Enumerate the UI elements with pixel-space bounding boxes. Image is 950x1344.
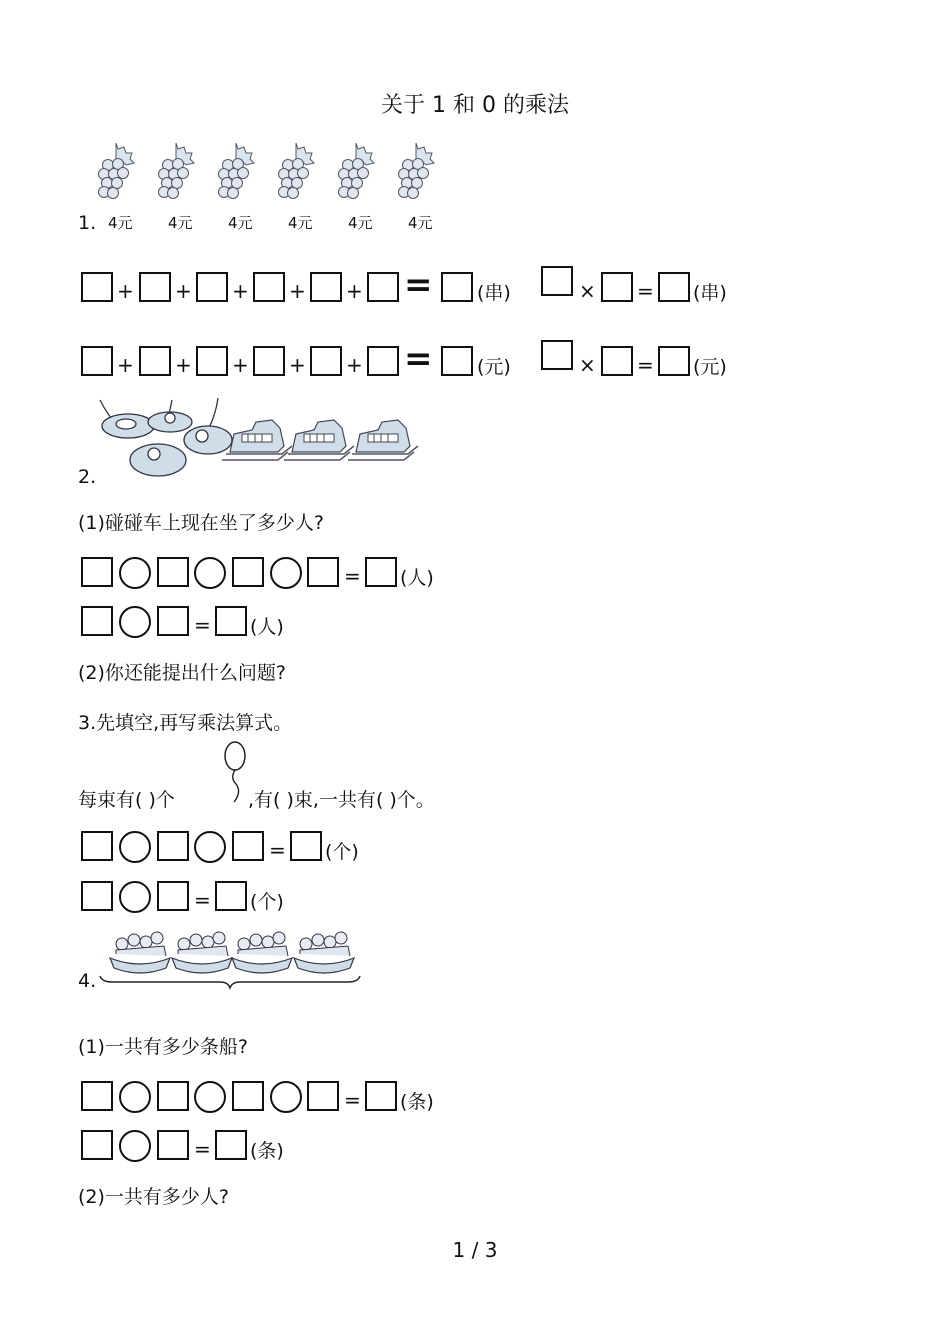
equals-sign: = xyxy=(404,265,433,305)
equals-sign: = xyxy=(194,613,211,637)
balloon-icon xyxy=(222,740,248,806)
question-4-number: 4. xyxy=(78,970,97,992)
grape-icon xyxy=(98,143,148,205)
plus-sign: + xyxy=(117,279,134,303)
operator-circle[interactable] xyxy=(119,557,151,589)
question-2-sub-1: (1)碰碰车上现在坐了多少人? xyxy=(78,512,324,534)
answer-box[interactable] xyxy=(81,1081,113,1111)
answer-box[interactable] xyxy=(81,346,113,376)
plus-sign: + xyxy=(232,353,249,377)
answer-box[interactable] xyxy=(157,606,189,636)
equals-sign: = xyxy=(344,564,361,588)
unit-label: (人) xyxy=(400,567,434,589)
answer-box[interactable] xyxy=(157,1130,189,1160)
grape-price: 4元 xyxy=(228,214,253,232)
operator-circle[interactable] xyxy=(119,1081,151,1113)
answer-box[interactable] xyxy=(157,881,189,911)
operator-circle[interactable] xyxy=(270,1081,302,1113)
answer-box[interactable] xyxy=(157,831,189,861)
question-1-number: 1. xyxy=(78,212,97,234)
answer-box[interactable] xyxy=(310,346,342,376)
answer-box[interactable] xyxy=(232,557,264,587)
unit-label: (元) xyxy=(693,356,727,378)
answer-box[interactable] xyxy=(367,346,399,376)
unit-label: (串) xyxy=(477,282,511,304)
plus-sign: + xyxy=(346,353,363,377)
plus-sign: + xyxy=(289,353,306,377)
answer-box[interactable] xyxy=(253,346,285,376)
answer-box[interactable] xyxy=(307,1081,339,1111)
unit-label: (元) xyxy=(477,356,511,378)
plus-sign: + xyxy=(175,353,192,377)
times-sign: × xyxy=(579,353,596,377)
answer-box[interactable] xyxy=(81,557,113,587)
operator-circle[interactable] xyxy=(119,881,151,913)
unit-label: (人) xyxy=(250,616,284,638)
answer-box[interactable] xyxy=(658,346,690,376)
answer-box[interactable] xyxy=(253,272,285,302)
unit-label: (条) xyxy=(400,1091,434,1113)
answer-box[interactable] xyxy=(81,272,113,302)
grape-price: 4元 xyxy=(348,214,373,232)
unit-label: (条) xyxy=(250,1140,284,1162)
answer-box[interactable] xyxy=(157,1081,189,1111)
answer-box[interactable] xyxy=(601,346,633,376)
question-4-sub-1: (1)一共有多少条船? xyxy=(78,1036,248,1058)
times-sign: × xyxy=(579,279,596,303)
answer-box[interactable] xyxy=(215,1130,247,1160)
question-2-number: 2. xyxy=(78,466,97,488)
equals-sign: = xyxy=(194,1137,211,1161)
question-3-heading: 3.先填空,再写乘法算式。 xyxy=(78,712,293,734)
operator-circle[interactable] xyxy=(194,1081,226,1113)
bumper-cars-and-sleds-illustration xyxy=(98,396,428,484)
page-title: 关于 1 和 0 的乘法 xyxy=(381,93,569,118)
answer-box[interactable] xyxy=(601,272,633,302)
plus-sign: + xyxy=(346,279,363,303)
answer-box[interactable] xyxy=(541,266,573,296)
grape-price: 4元 xyxy=(288,214,313,232)
answer-box[interactable] xyxy=(367,272,399,302)
question-2-sub-2: (2)你还能提出什么问题? xyxy=(78,662,286,684)
answer-box[interactable] xyxy=(81,831,113,861)
plus-sign: + xyxy=(175,279,192,303)
grape-icon xyxy=(398,143,448,205)
answer-box[interactable] xyxy=(365,557,397,587)
equals-sign: = xyxy=(194,888,211,912)
page-number: 1 / 3 xyxy=(452,1238,498,1262)
answer-box[interactable] xyxy=(232,1081,264,1111)
grape-price: 4元 xyxy=(168,214,193,232)
unit-label: (个) xyxy=(325,841,359,863)
operator-circle[interactable] xyxy=(119,831,151,863)
equals-sign: = xyxy=(637,279,654,303)
operator-circle[interactable] xyxy=(194,557,226,589)
answer-box[interactable] xyxy=(658,272,690,302)
answer-box[interactable] xyxy=(81,1130,113,1160)
answer-box[interactable] xyxy=(232,831,264,861)
answer-box[interactable] xyxy=(290,831,322,861)
plus-sign: + xyxy=(117,353,134,377)
plus-sign: + xyxy=(232,279,249,303)
answer-box[interactable] xyxy=(157,557,189,587)
operator-circle[interactable] xyxy=(270,557,302,589)
boats-illustration xyxy=(98,924,364,990)
answer-box[interactable] xyxy=(365,1081,397,1111)
operator-circle[interactable] xyxy=(194,831,226,863)
answer-box[interactable] xyxy=(139,272,171,302)
grape-price: 4元 xyxy=(408,214,433,232)
answer-box[interactable] xyxy=(81,881,113,911)
grape-icon xyxy=(278,143,328,205)
plus-sign: + xyxy=(289,279,306,303)
equals-sign: = xyxy=(269,838,286,862)
equals-sign: = xyxy=(637,353,654,377)
unit-label: (串) xyxy=(693,282,727,304)
answer-box[interactable] xyxy=(196,272,228,302)
grape-icon xyxy=(158,143,208,205)
answer-box[interactable] xyxy=(196,346,228,376)
answer-box[interactable] xyxy=(441,346,473,376)
unit-label: (个) xyxy=(250,891,284,913)
question-3-sentence-end: ,有( )束,一共有( )个。 xyxy=(248,789,435,811)
answer-box[interactable] xyxy=(215,881,247,911)
grape-price: 4元 xyxy=(108,214,133,232)
answer-box[interactable] xyxy=(215,606,247,636)
operator-circle[interactable] xyxy=(119,606,151,638)
answer-box[interactable] xyxy=(310,272,342,302)
equals-sign: = xyxy=(344,1088,361,1112)
answer-box[interactable] xyxy=(441,272,473,302)
grape-icon xyxy=(338,143,388,205)
grape-icon xyxy=(218,143,268,205)
question-4-sub-2: (2)一共有多少人? xyxy=(78,1186,229,1208)
answer-box[interactable] xyxy=(307,557,339,587)
answer-box[interactable] xyxy=(81,606,113,636)
operator-circle[interactable] xyxy=(119,1130,151,1162)
answer-box[interactable] xyxy=(541,340,573,370)
answer-box[interactable] xyxy=(139,346,171,376)
equals-sign: = xyxy=(404,339,433,379)
question-3-sentence-start: 每束有( )个 xyxy=(78,789,175,811)
